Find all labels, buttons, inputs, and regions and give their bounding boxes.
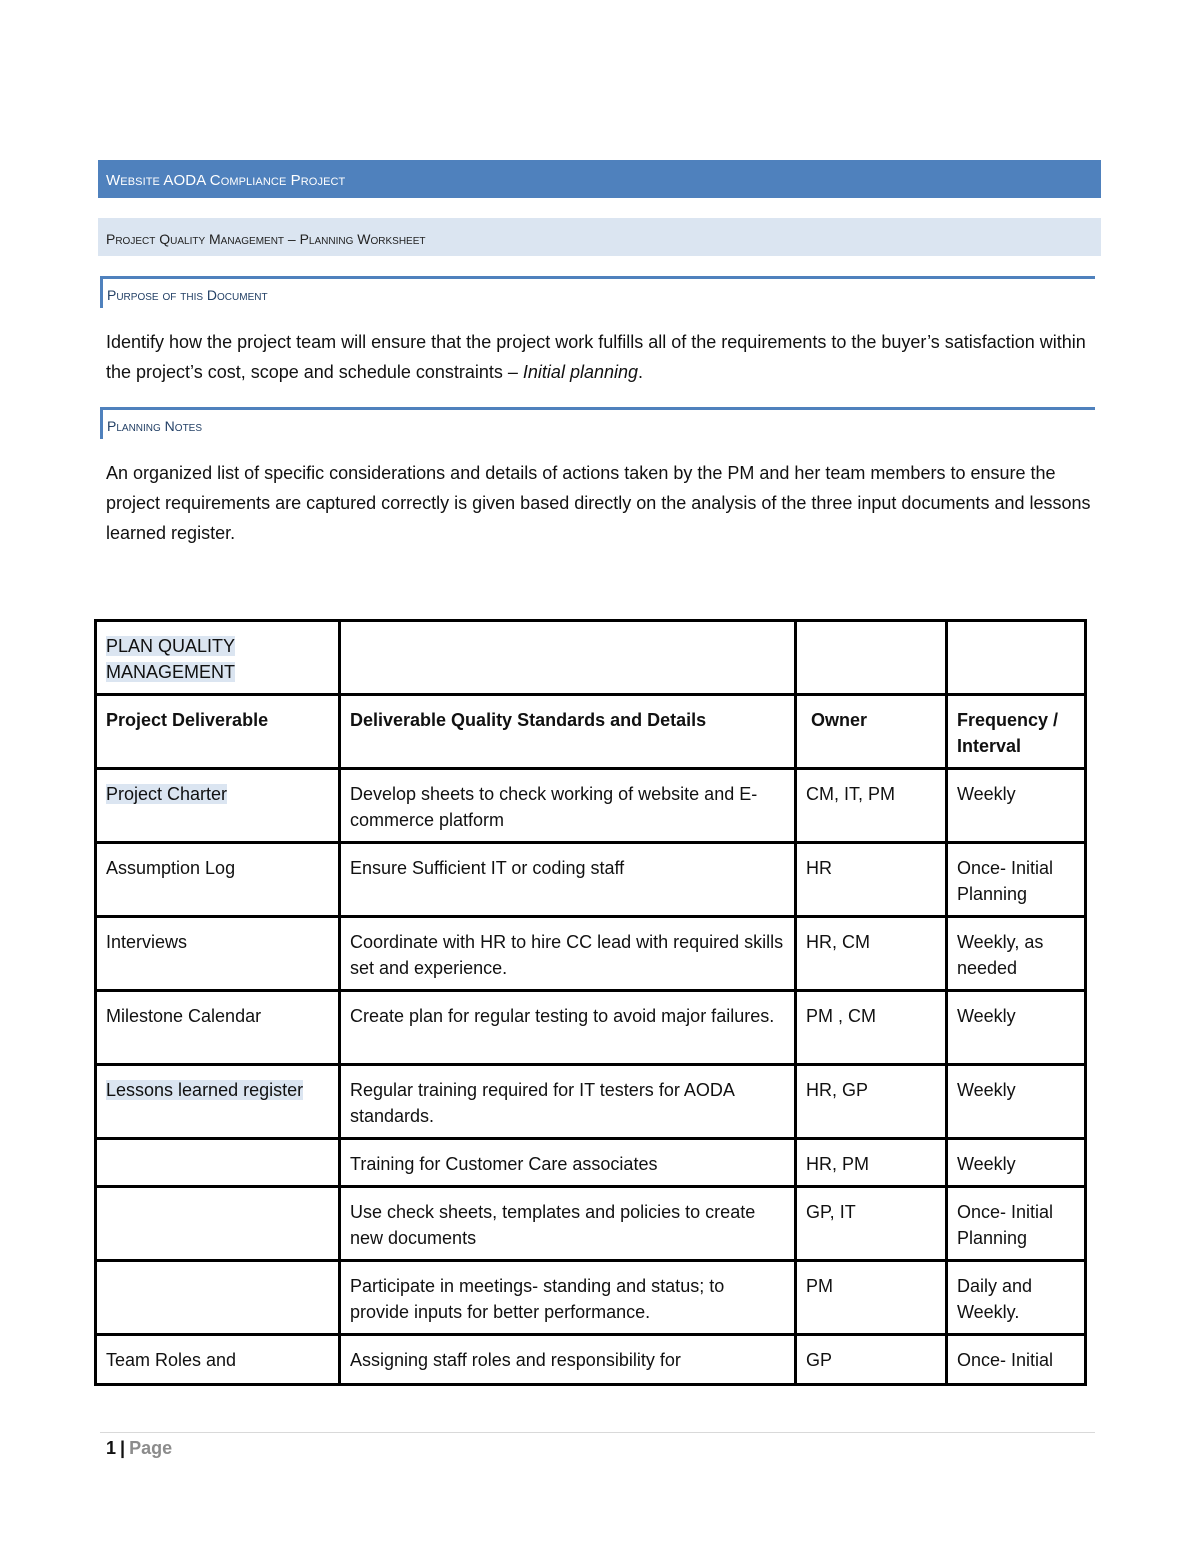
cell-standards: Create plan for regular testing to avoid major failures.	[340, 991, 796, 1065]
cell-deliverable	[96, 769, 340, 843]
project-title: Website AODA Compliance Project	[106, 172, 346, 189]
cell-deliverable: Milestone Calendar	[96, 991, 340, 1065]
cell-owner: HR	[796, 843, 947, 917]
page-label: Page	[129, 1438, 173, 1458]
header-frequency: Frequency / Interval	[947, 695, 1086, 769]
cell-deliverable	[96, 1065, 340, 1139]
table-row	[96, 1187, 1086, 1261]
cell-frequency: Once- Initial	[947, 1335, 1086, 1385]
empty-cell	[947, 621, 1086, 695]
cell-frequency: Weekly	[947, 769, 1086, 843]
table-row	[96, 991, 1086, 1065]
cell-owner: HR, PM	[796, 1139, 947, 1187]
cell-owner: CM, IT, PM	[796, 769, 947, 843]
cell-deliverable: Interviews	[96, 917, 340, 991]
cell-owner: GP	[796, 1335, 947, 1385]
table-header-row	[96, 695, 1086, 769]
cell-owner: GP, IT	[796, 1187, 947, 1261]
table-row	[96, 917, 1086, 991]
purpose-text-italic: Initial planning	[522, 362, 639, 382]
cell-deliverable	[96, 1261, 340, 1335]
cell-standards: Regular training required for IT testers for AODA standards.	[340, 1065, 796, 1139]
deliverable-text: Lessons learned register	[106, 1080, 304, 1100]
table-title: PLAN QUALITY MANAGEMENT	[106, 636, 236, 682]
purpose-text	[106, 327, 1091, 387]
purpose-heading	[100, 276, 1095, 308]
planning-notes-heading	[100, 407, 1095, 439]
empty-cell	[340, 621, 796, 695]
header-standards: Deliverable Quality Standards and Details	[340, 695, 796, 769]
table-title-row	[96, 621, 1086, 695]
cell-standards: Training for Customer Care associates	[340, 1139, 796, 1187]
table-row	[96, 769, 1086, 843]
header-deliverable: Project Deliverable	[96, 695, 340, 769]
cell-standards: Use check sheets, templates and policies to create new documents	[340, 1187, 796, 1261]
cell-frequency: Once- Initial Planning	[947, 1187, 1086, 1261]
cell-deliverable	[96, 1187, 340, 1261]
cell-standards: Develop sheets to check working of website and E-commerce platform	[340, 769, 796, 843]
quality-table	[94, 619, 1087, 1386]
table-row	[96, 1335, 1086, 1385]
worksheet-title-band	[98, 218, 1101, 256]
deliverable-text: Project Charter	[106, 784, 228, 804]
cell-frequency: Daily and Weekly.	[947, 1261, 1086, 1335]
purpose-text-main: Identify how the project team will ensure that the project work fulfills all of the requirements to the buyer’s satisfaction within the project’s cost, scope and schedule constraints –	[106, 332, 1086, 382]
table-row	[96, 1065, 1086, 1139]
page-number: 1	[106, 1438, 117, 1458]
footer-separator: |	[120, 1438, 126, 1458]
table-row	[96, 1261, 1086, 1335]
cell-owner: PM , CM	[796, 991, 947, 1065]
cell-owner: HR, GP	[796, 1065, 947, 1139]
cell-deliverable: Assumption Log	[96, 843, 340, 917]
cell-deliverable: Team Roles and	[96, 1335, 340, 1385]
project-title-band	[98, 160, 1101, 198]
cell-frequency: Weekly, as needed	[947, 917, 1086, 991]
cell-deliverable	[96, 1139, 340, 1187]
header-owner: Owner	[796, 695, 947, 769]
table-row	[96, 1139, 1086, 1187]
planning-notes-text: An organized list of specific considerations and details of actions taken by the PM and her team members to ensure the project requirements are captured correctly is given based directly on the analysis of the three input documents and lessons learned register.	[106, 463, 1091, 543]
cell-owner: HR, CM	[796, 917, 947, 991]
cell-frequency: Weekly	[947, 1139, 1086, 1187]
cell-standards: Coordinate with HR to hire CC lead with required skills set and experience.	[340, 917, 796, 991]
cell-frequency: Once- Initial Planning	[947, 843, 1086, 917]
page-footer	[106, 1438, 172, 1459]
footer-divider	[100, 1432, 1095, 1433]
cell-frequency: Weekly	[947, 1065, 1086, 1139]
cell-owner: PM	[796, 1261, 947, 1335]
purpose-heading-text: Purpose of this Document	[107, 287, 268, 303]
cell-standards: Assigning staff roles and responsibility for	[340, 1335, 796, 1385]
worksheet-title: Project Quality Management – Planning Worksheet	[106, 231, 426, 247]
cell-frequency: Weekly	[947, 991, 1086, 1065]
planning-notes-heading-text: Planning Notes	[107, 418, 203, 434]
cell-standards: Participate in meetings- standing and status; to provide inputs for better performance.	[340, 1261, 796, 1335]
empty-cell	[796, 621, 947, 695]
table-row	[96, 843, 1086, 917]
cell-standards: Ensure Sufficient IT or coding staff	[340, 843, 796, 917]
table-title-cell	[96, 621, 340, 695]
purpose-text-end: .	[638, 362, 644, 382]
